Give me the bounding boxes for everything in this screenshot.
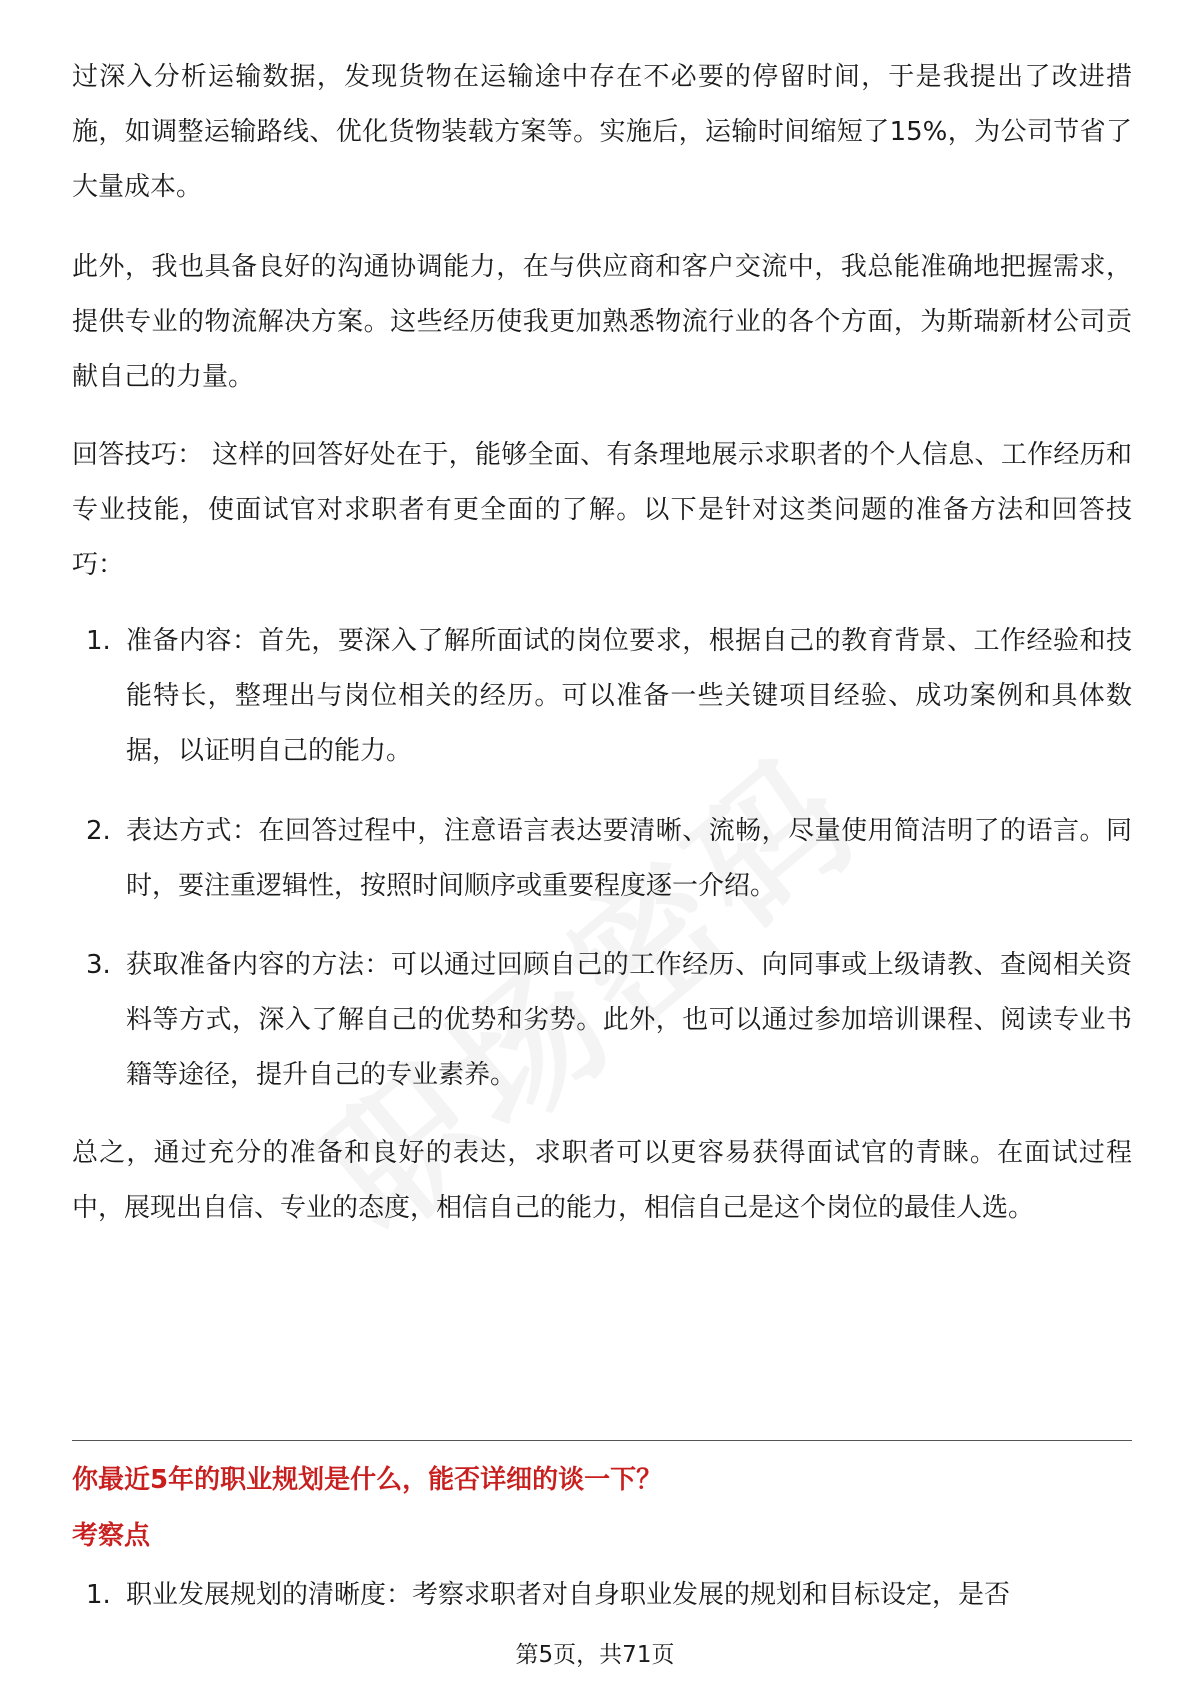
list-text: 准备内容：首先，要深入了解所面试的岗位要求，根据自己的教育背景、工作经验和技能特长，整理出与岗位相关的经历。可以准备一些关键项目经验、成功案例和具体数据，以证明自己的能力。 xyxy=(126,626,1132,766)
list-number: 2. xyxy=(86,816,111,846)
paragraph-answer-tips: 回答技巧： 这样的回答好处在于，能够全面、有条理地展示求职者的个人信息、工作经历和专业技能，使面试官对求职者有更全面的了解。以下是针对这类问题的准备方法和回答技巧： xyxy=(72,440,1132,580)
page-number: 第5页，共71页 xyxy=(515,1642,675,1668)
question-title: 你最近5年的职业规划是什么，能否详细的谈一下？ xyxy=(72,1465,663,1495)
list-item xyxy=(72,938,1132,1103)
paragraph-conclusion: 总之，通过充分的准备和良好的表达，求职者可以更容易获得面试官的青睐。在面试过程中，展现出自信、专业的态度，相信自己的能力，相信自己是这个岗位的最佳人选。 xyxy=(72,1138,1132,1223)
list-text: 获取准备内容的方法：可以通过回顾自己的工作经历、向同事或上级请教、查阅相关资料等方式，深入了解自己的优势和劣势。此外，也可以通过参加培训课程、阅读专业书籍等途径，提升自己的专业素养。 xyxy=(126,950,1132,1090)
list-number: 1. xyxy=(86,626,111,656)
list-item xyxy=(72,614,1132,779)
list-text: 职业发展规划的清晰度：考察求职者对自身职业发展的规划和目标设定，是否 xyxy=(126,1580,1011,1610)
section-divider xyxy=(72,1440,1132,1441)
paragraph-communication: 此外，我也具备良好的沟通协调能力，在与供应商和客户交流中，我总能准确地把握需求，提供专业的物流解决方案。这些经历使我更加熟悉物流行业的各个方面，为斯瑞新材公司贡献自己的力量。 xyxy=(72,252,1132,392)
list-item xyxy=(72,804,1132,914)
section-label: 考察点 xyxy=(72,1521,151,1551)
list-item xyxy=(72,1568,1132,1623)
list-text: 表达方式：在回答过程中，注意语言表达要清晰、流畅，尽量使用简洁明了的语言。同时，要注重逻辑性，按照时间顺序或重要程度逐一介绍。 xyxy=(126,816,1132,901)
list-number: 1. xyxy=(86,1580,111,1610)
list-number: 3. xyxy=(86,950,111,980)
paragraph-transport-results: 过深入分析运输数据，发现货物在运输途中存在不必要的停留时间，于是我提出了改进措施，如调整运输路线、优化货物装载方案等。实施后，运输时间缩短了15%，为公司节省了大量成本。 xyxy=(72,62,1132,202)
